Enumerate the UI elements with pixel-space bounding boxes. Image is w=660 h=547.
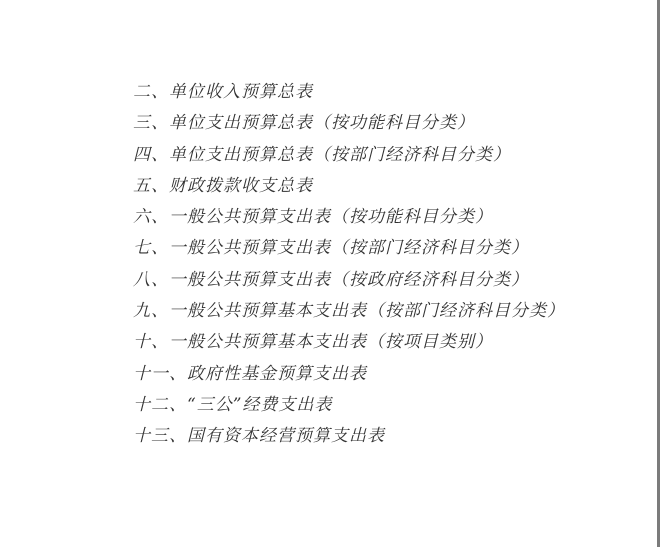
toc-item: 十、一般公共预算基本支出表（按项目类别） (133, 332, 493, 353)
toc-item: 九、一般公共预算基本支出表（按部门经济科目分类） (133, 301, 565, 322)
toc-item: 六、一般公共预算支出表（按功能科目分类） (133, 207, 493, 228)
toc-item: 四、单位支出预算总表（按部门经济科目分类） (133, 144, 511, 165)
table-of-contents (133, 77, 565, 453)
toc-item: 三、单位支出预算总表（按功能科目分类） (133, 113, 475, 134)
toc-item: 十一、政府性基金预算支出表 (133, 363, 367, 384)
toc-item: 十二、“三公”经费支出表 (133, 394, 333, 415)
toc-item: 十三、国有资本经营预算支出表 (133, 426, 385, 447)
toc-item: 七、一般公共预算支出表（按部门经济科目分类） (133, 238, 529, 259)
toc-item: 二、单位收入预算总表 (133, 82, 313, 102)
toc-item: 八、一般公共预算支出表（按政府经济科目分类） (133, 269, 529, 290)
toc-item: 五、财政拨款收支总表 (133, 175, 313, 196)
